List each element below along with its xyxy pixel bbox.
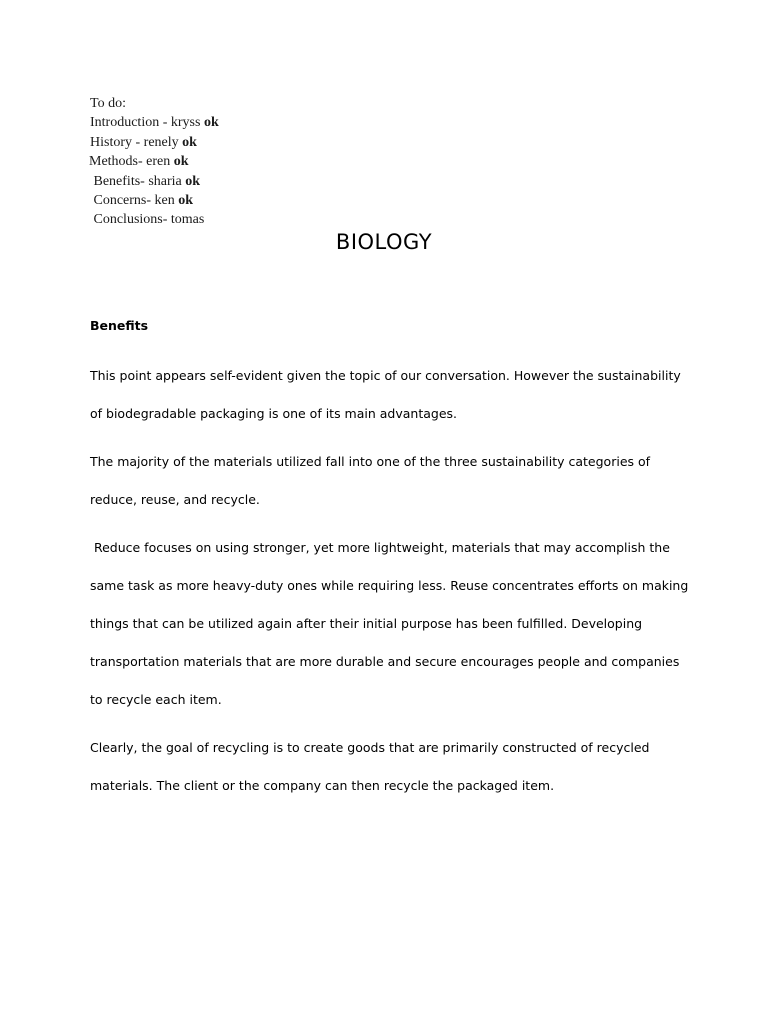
paragraph-line: transportation materials that are more durable and secure encourages people and companies — [90, 654, 680, 669]
todo-item — [90, 113, 219, 132]
todo-item-task: Concerns- ken — [90, 193, 179, 209]
paragraph-line: to recycle each item. — [90, 692, 222, 707]
todo-item-status: ok — [182, 134, 197, 150]
todo-list — [90, 94, 219, 230]
document-title: BIOLOGY — [335, 230, 433, 254]
paragraph — [90, 729, 680, 805]
paragraph-line: Clearly, the goal of recycling is to create goods that are primarily constructed of recycled — [90, 740, 650, 755]
todo-item — [90, 133, 219, 152]
paragraph — [90, 529, 689, 719]
paragraph-line: Reduce focuses on using stronger, yet more lightweight, materials that may accomplish the — [90, 540, 670, 555]
todo-item-task: Benefits- sharia — [90, 173, 186, 189]
paragraph-line: materials. The client or the company can then recycle the packaged item. — [90, 778, 555, 793]
todo-item — [90, 210, 219, 229]
todo-item-status: ok — [203, 115, 219, 131]
paragraph-line: This point appears self-evident given the topic of our conversation. However the sustainability — [90, 368, 681, 383]
paragraph-line: of biodegradable packaging is one of its main advantages. — [90, 406, 458, 421]
todo-item — [90, 172, 219, 191]
todo-item-task: Introduction - kryss — [90, 115, 204, 131]
todo-item-status: ok — [173, 154, 189, 170]
todo-item-task: History - renely — [90, 134, 183, 150]
paragraph-line: reduce, reuse, and recycle. — [90, 492, 260, 507]
paragraph-line: The majority of the materials utilized fall into one of the three sustainability categories of — [90, 454, 651, 469]
todo-item — [90, 191, 219, 210]
paragraph — [90, 357, 680, 433]
paragraph — [90, 443, 680, 519]
todo-item-task: Conclusions- tomas — [90, 212, 205, 228]
paragraph-line: things that can be utilized again after their initial purpose has been fulfilled. Developing — [90, 616, 643, 631]
todo-item-status: ok — [185, 173, 201, 189]
paragraph-line: same task as more heavy-duty ones while requiring less. Reuse concentrates efforts on making — [90, 578, 689, 593]
todo-item — [89, 152, 219, 171]
section-heading: Benefits — [90, 318, 149, 333]
todo-item-task: Methods- eren — [89, 154, 174, 170]
todo-item-status: ok — [178, 193, 194, 209]
todo-header: To do: — [90, 96, 126, 111]
